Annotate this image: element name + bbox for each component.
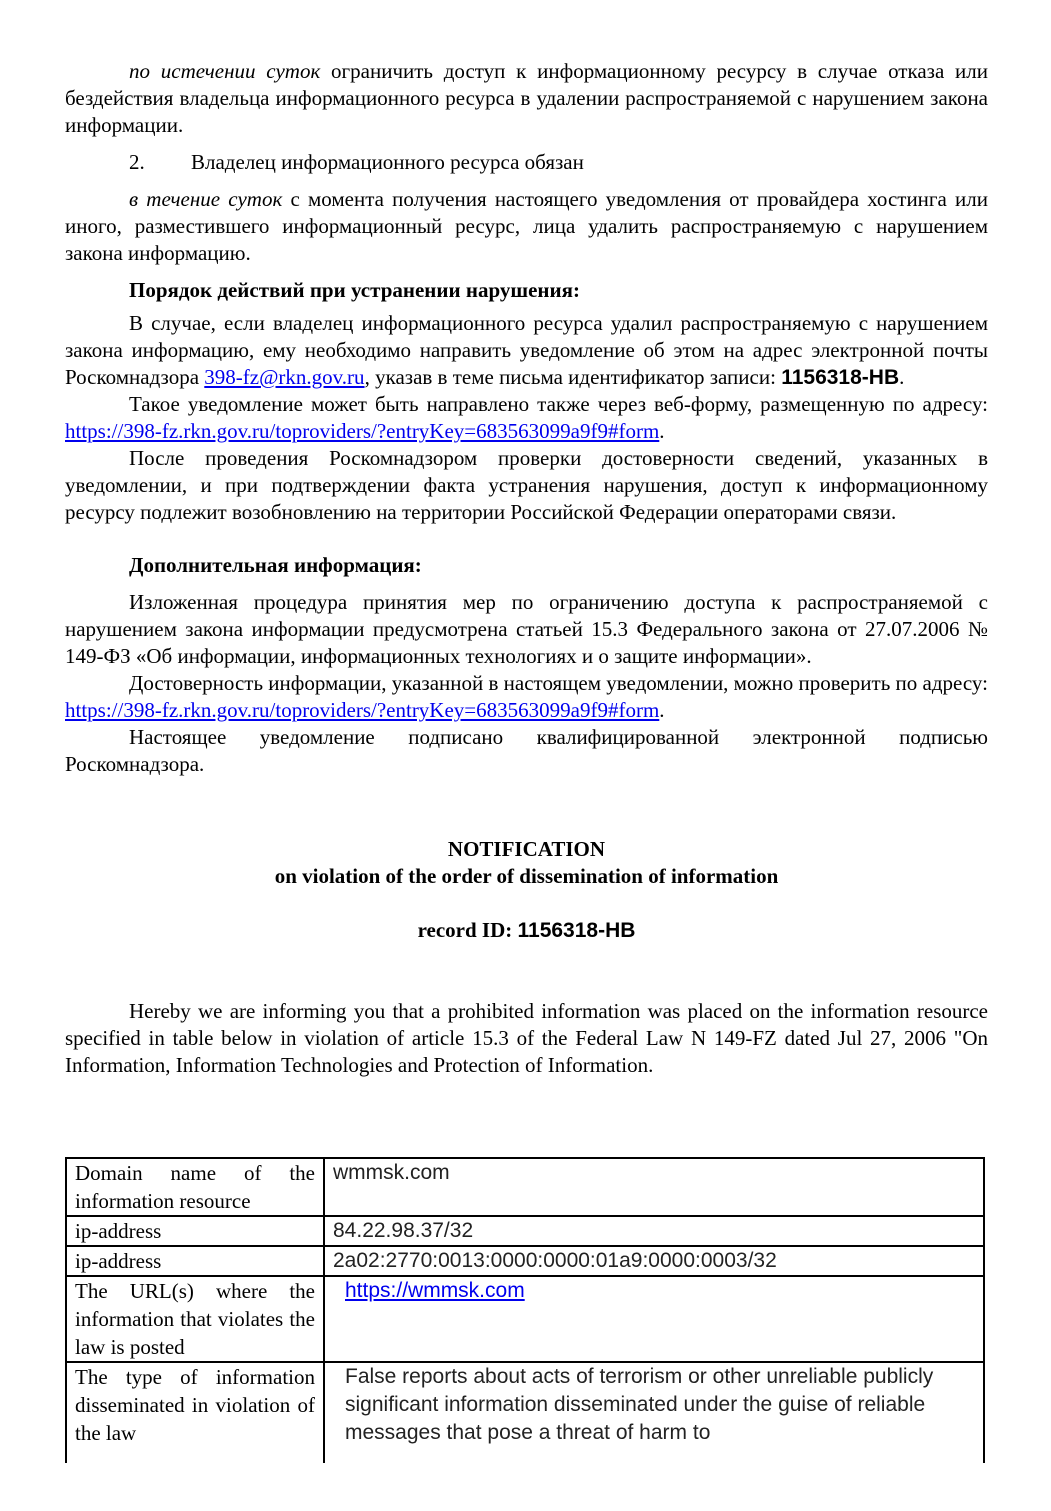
table-row	[66, 1216, 984, 1246]
table-key: The URL(s) where the information that violates the law is posted	[66, 1276, 324, 1362]
email-link[interactable]: 398-fz@rkn.gov.ru	[204, 365, 365, 389]
notification-subtitle: on violation of the order of dissemination of information	[274, 864, 779, 888]
italic-term: в течение суток	[129, 187, 283, 211]
italic-term: по истечении суток	[129, 59, 321, 83]
table-key: Domain name of the information resource	[66, 1158, 324, 1216]
paragraph-text: с момента получения настоящего уведомления от провайдера хостинга или иного, разместившего информационный ресурс, лица удалить распространяемую с нарушением закона информацию.	[65, 187, 988, 265]
table-value-domain: wmmsk.com	[324, 1158, 984, 1216]
paragraph-signature: Настоящее уведомление подписано квалифицированной электронной подписью Роскомнадзора.	[65, 725, 988, 776]
table-key: ip-address	[66, 1216, 324, 1246]
verify-link[interactable]: https://398-fz.rkn.gov.ru/toproviders/?entryKey=683563099a9f9#form	[65, 698, 660, 722]
paragraph-restrict-access	[65, 58, 988, 139]
notification-intro: Hereby we are informing you that a prohibited information was placed on the information resource specified in table below in violation of article 15.3 of the Federal Law N 149-FZ dated Jul 27, 2006 "On Information, Information Technologies and Protection of Information.	[65, 999, 988, 1077]
table-value-ipv4: 84.22.98.37/32	[324, 1216, 984, 1246]
table-value-url	[324, 1276, 984, 1362]
paragraph-text: Достоверность информации, указанной в настоящем уведомлении, можно проверить по адресу:	[129, 671, 988, 695]
paragraph-web-form	[65, 391, 988, 445]
numbered-item-2	[65, 149, 988, 176]
table-key: The type of information disseminated in violation of the law	[66, 1362, 324, 1463]
document-page	[65, 58, 988, 1079]
record-id-value: 1156318-НВ	[517, 919, 636, 942]
heading-procedure: Порядок действий при устранении нарушения:	[129, 278, 580, 302]
paragraph-text: .	[659, 698, 665, 722]
web-form-link[interactable]: https://398-fz.rkn.gov.ru/toproviders/?entryKey=683563099a9f9#form	[65, 419, 660, 443]
table-row	[66, 1276, 984, 1362]
paragraph-text: , указав в теме письма идентификатор записи:	[364, 365, 782, 389]
item-text: Владелец информационного ресурса обязан	[191, 150, 584, 174]
paragraph-law-reference: Изложенная процедура принятия мер по ограничению доступа к распространяемой с нарушением закона информации предусмотрена статьей 15.3 Федерального закона от 27.07.2006 № 149-ФЗ «Об информации, информационных технологиях и о защите информации».	[65, 590, 988, 668]
paragraph-text: Такое уведомление может быть направлено также через веб-форму, размещенную по адресу:	[129, 392, 988, 416]
table-row	[66, 1158, 984, 1216]
table-row	[66, 1362, 984, 1463]
paragraph-text: .	[899, 365, 905, 389]
paragraph-email-notice	[65, 310, 988, 391]
violation-table	[65, 1157, 985, 1463]
record-id-line	[65, 917, 988, 944]
violation-url-link[interactable]: https://wmmsk.com	[345, 1279, 525, 1302]
paragraph-text: В случае, если владелец информационного ресурса удалил распространяемую с нарушением закона информацию, ему необходимо направить уведомление об этом на адрес электронной почты Роскомнадзора	[65, 311, 988, 389]
table-row	[66, 1246, 984, 1276]
record-id-label: record ID:	[417, 918, 518, 942]
paragraph-verify	[65, 670, 988, 724]
heading-additional: Дополнительная информация:	[129, 553, 422, 577]
paragraph-restoration: После проведения Роскомнадзором проверки достоверности сведений, указанных в уведомлении, и при подтверждении факта устранения нарушения, доступ к информационному ресурсу подлежит возобновлению на территории Российской Федерации операторами связи.	[65, 446, 988, 524]
paragraph-text: .	[659, 419, 665, 443]
paragraph-owner-duty	[65, 186, 988, 267]
table-key: ip-address	[66, 1246, 324, 1276]
table-value-ipv6: 2a02:2770:0013:0000:0000:01a9:0000:0003/32	[324, 1246, 984, 1276]
record-id: 1156318-НВ	[781, 366, 900, 389]
paragraph-text: ограничить доступ к информационному ресурсу в случае отказа или бездействия владельца информационного ресурса в удалении распространяемой с нарушением закона информации.	[65, 59, 988, 137]
table-value-info-type: False reports about acts of terrorism or other unreliable publicly significant information disseminated under the guise of reliable messages that pose a threat of harm to	[324, 1362, 984, 1463]
notification-title: NOTIFICATION	[447, 837, 606, 861]
item-number: 2.	[129, 150, 145, 174]
